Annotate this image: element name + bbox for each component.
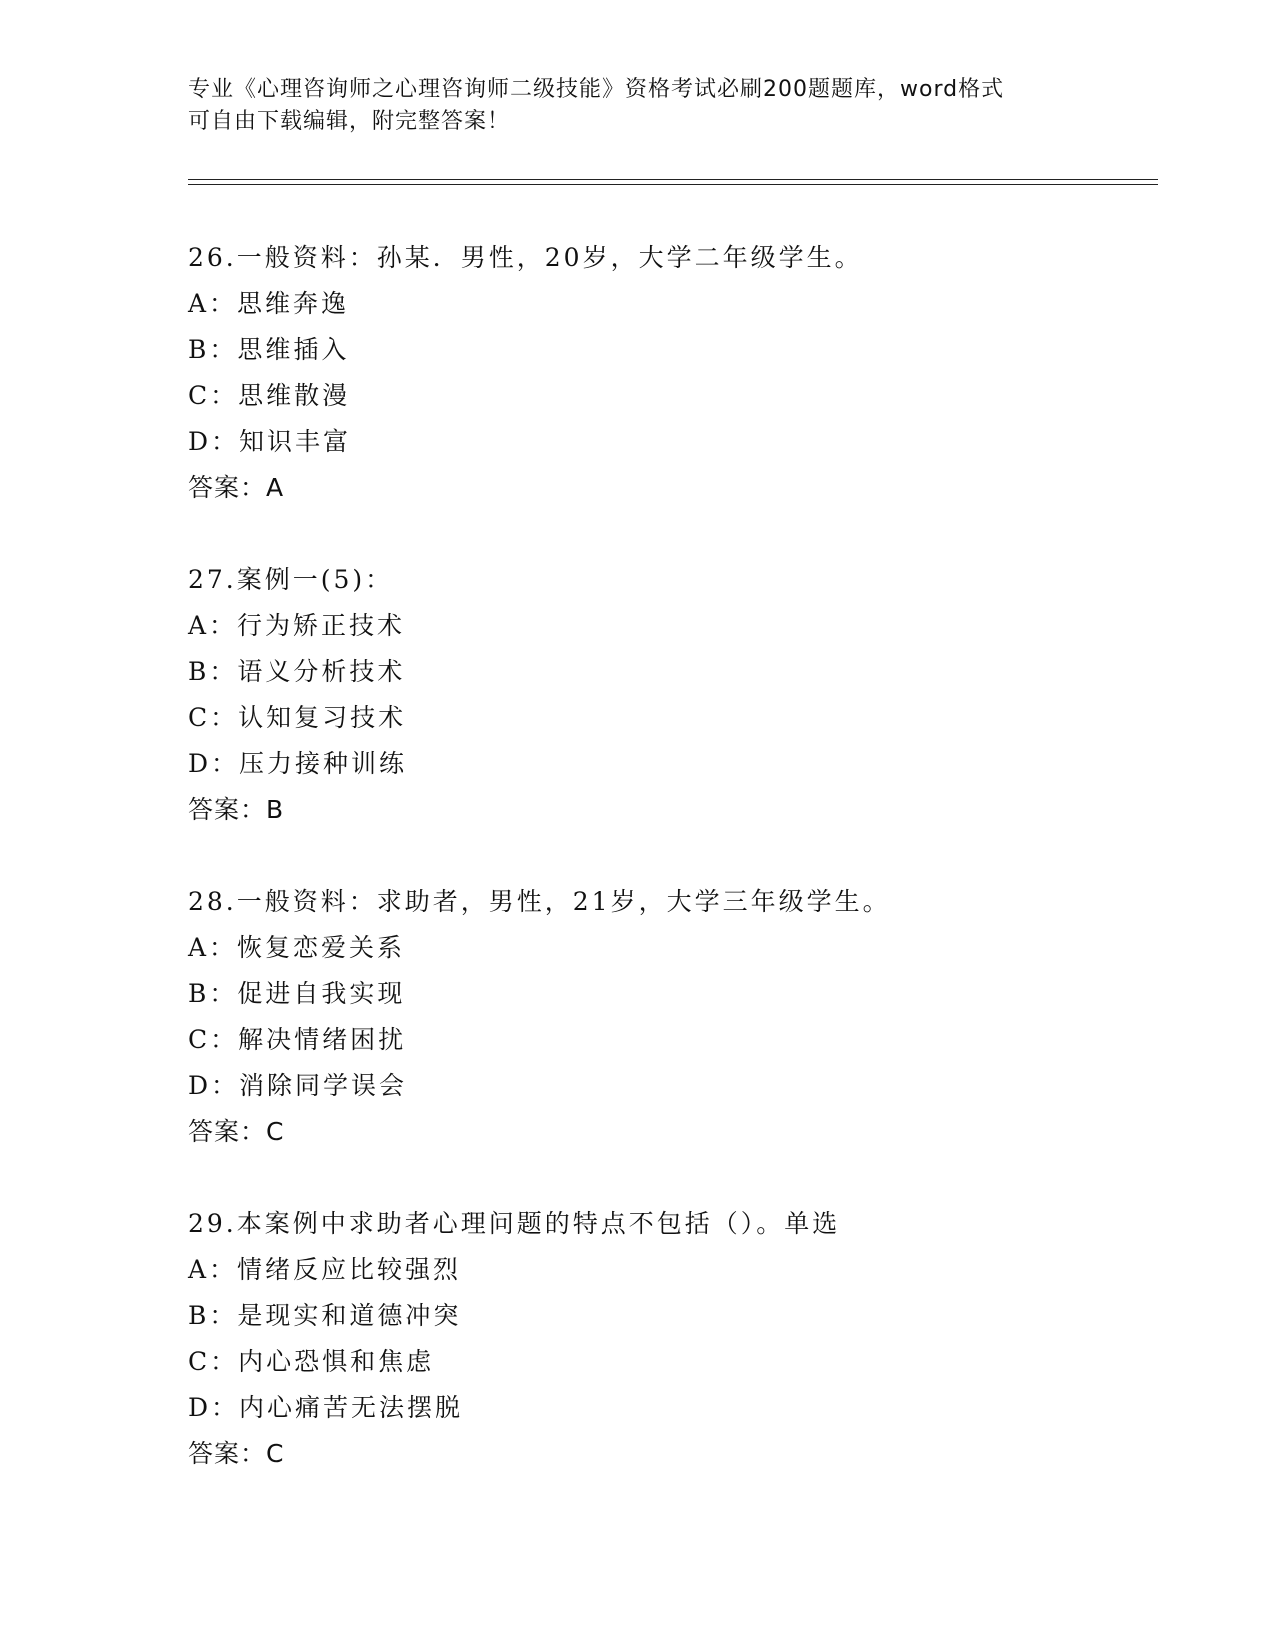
option-c: C：认知复习技术: [188, 703, 407, 732]
option-d: D：知识丰富: [188, 427, 352, 456]
option-c: C：思维散漫: [188, 381, 351, 410]
header-divider-top: [188, 179, 1158, 180]
option-a: A：行为矫正技术: [188, 611, 406, 640]
answer-line: 答案：B: [188, 795, 285, 824]
header-line-2: 可自由下载编辑，附完整答案！: [188, 109, 511, 134]
question-stem: 28.一般资料：求助者，男性，21岁，大学三年级学生。: [188, 887, 891, 916]
option-b: B：是现实和道德冲突: [188, 1301, 462, 1330]
option-b: B：思维插入: [188, 335, 350, 364]
answer-line: 答案：A: [188, 473, 285, 502]
answer-line: 答案：C: [188, 1117, 285, 1146]
question-stem: 27.案例一(5)：: [188, 565, 394, 594]
option-d: D：压力接种训练: [188, 749, 408, 778]
document-header: [188, 74, 1088, 138]
question-26: [188, 235, 1148, 511]
answer-line: 答案：C: [188, 1439, 285, 1468]
option-d: D：内心痛苦无法摆脱: [188, 1393, 464, 1422]
question-stem: 26.一般资料：孙某．男性，20岁，大学二年级学生。: [188, 243, 863, 272]
option-a: A：思维奔逸: [188, 289, 350, 318]
option-b: B：语义分析技术: [188, 657, 406, 686]
question-stem: 29.本案例中求助者心理问题的特点不包括（）。单选: [188, 1209, 841, 1238]
question-28: [188, 879, 1148, 1155]
question-27: [188, 557, 1148, 833]
option-b: B：促进自我实现: [188, 979, 406, 1008]
option-d: D：消除同学误会: [188, 1071, 408, 1100]
header-divider-bottom: [188, 184, 1158, 185]
option-a: A：情绪反应比较强烈: [188, 1255, 462, 1284]
option-c: C：内心恐惧和焦虑: [188, 1347, 435, 1376]
option-a: A：恢复恋爱关系: [188, 933, 406, 962]
header-line-1: 专业《心理咨询师之心理咨询师二级技能》资格考试必刷200题题库，word格式: [188, 77, 1005, 102]
option-c: C：解决情绪困扰: [188, 1025, 407, 1054]
question-29: [188, 1201, 1148, 1477]
